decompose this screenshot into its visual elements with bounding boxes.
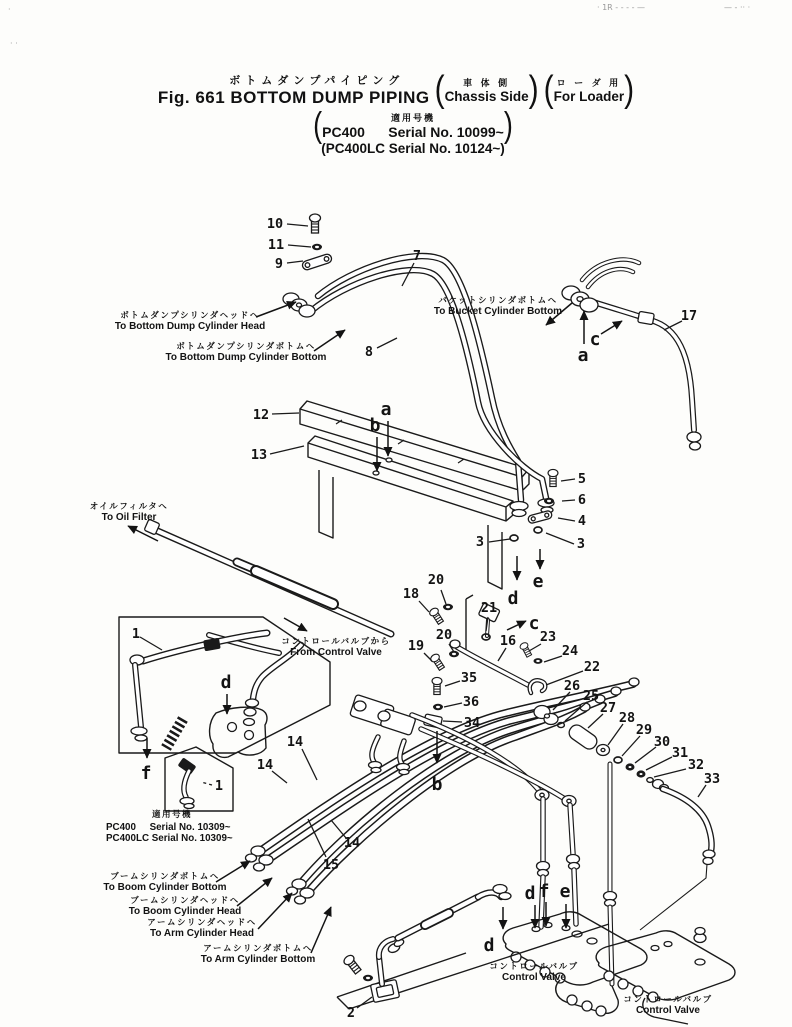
callout-leader-line <box>561 479 575 481</box>
part-number-callout: 31 <box>671 745 689 761</box>
part-number-callout: 33 <box>703 771 721 787</box>
part-number-callout: 3 <box>576 536 586 552</box>
part-number-callout: 19 <box>407 638 425 654</box>
callout-leader-line <box>419 601 429 612</box>
part-number-callout: 15 <box>322 857 340 873</box>
part-number-callout: 16 <box>499 633 517 649</box>
annotation-english: From Control Valve <box>290 647 382 658</box>
part-number-callout: 21 <box>480 600 498 616</box>
scan-artifact-mark: — - ·· · <box>724 3 751 12</box>
callout-leader-line <box>445 681 460 686</box>
bolt-18 <box>428 607 445 626</box>
destination-arrow <box>216 861 250 882</box>
part-number-callout: 20 <box>435 627 453 643</box>
annotation-english: To Boom Cylinder Head <box>128 906 242 917</box>
annotation-japanese: アームシリンダボトムへ <box>203 944 313 954</box>
callout-leader-line <box>287 261 303 263</box>
bolt-19 <box>429 653 446 672</box>
part-number-callout: 26 <box>563 678 581 694</box>
part-number-callout: 13 <box>250 447 268 463</box>
figure-header <box>0 68 792 156</box>
part-number-callout: 23 <box>539 629 557 645</box>
scan-artifact-mark: · · <box>10 39 18 48</box>
part-number-callout: 1 <box>131 626 141 642</box>
destination-arrow <box>237 878 272 906</box>
washer-24 <box>534 658 543 664</box>
callout-leader-line <box>635 747 656 763</box>
callout-leader-line <box>646 757 672 770</box>
bucket-manifold-fitting <box>562 286 598 312</box>
tube-nut <box>203 638 221 652</box>
reference-letter: b <box>369 415 381 436</box>
reference-letter: d <box>524 883 536 904</box>
callout-leader-line <box>529 644 541 651</box>
annotation-english: To Bottom Dump Cylinder Bottom <box>165 352 327 363</box>
o-ring-29 <box>614 757 622 763</box>
part-number-callout: 20 <box>427 572 445 588</box>
part-number-callout: 18 <box>402 586 420 602</box>
paren-open: ( <box>313 105 323 145</box>
destination-arrow <box>258 893 292 929</box>
reference-letter: c <box>589 329 601 350</box>
callout-leader-line <box>377 338 397 348</box>
paren-close: ) <box>624 68 635 110</box>
callout-leader-line <box>140 637 162 650</box>
callout-leader-line <box>302 749 317 780</box>
reference-letter: a <box>577 345 589 366</box>
part-number-callout: 35 <box>460 670 478 686</box>
clamp-9 <box>301 253 332 271</box>
annotation-english: To Arm Cylinder Head <box>150 928 254 939</box>
part-number-callout: 25 <box>582 688 600 704</box>
callout-leader-line <box>444 703 462 707</box>
chassis-side-english: Chassis Side <box>444 89 529 104</box>
destination-arrow <box>256 302 296 317</box>
callout-leader-line <box>544 656 562 662</box>
serial-heading: 適用号機 <box>390 113 435 123</box>
washer-36 <box>433 704 443 710</box>
part-number-callout: 9 <box>274 256 284 272</box>
annotation-japanese: アームシリンダヘッドへ <box>147 918 257 928</box>
part-number-callout: 17 <box>680 308 698 324</box>
o-ring-32 <box>647 778 653 783</box>
serial-line-1: PC400 Serial No. 10099~ <box>322 124 504 140</box>
callout-leader-line <box>272 771 287 783</box>
part-number-callout: 11 <box>267 237 285 253</box>
elbow-end-fittings <box>244 699 259 726</box>
callout-leader-line <box>288 245 311 247</box>
figure-title-row <box>157 68 635 110</box>
part-number-callout: 12 <box>252 407 270 423</box>
chassis-side-group <box>434 68 539 110</box>
destination-arrow <box>311 907 331 953</box>
part-number-callout: 14 <box>343 835 361 851</box>
for-loader-group <box>543 68 635 110</box>
callout-leader-line <box>489 539 510 542</box>
serial-note-line: PC400LC Serial No. 10309~ <box>106 833 233 844</box>
serial-range-row <box>313 105 513 145</box>
figure-title-english: Fig. 661 BOTTOM DUMP PIPING <box>157 88 430 107</box>
mounting-frame-12-13 <box>300 401 529 589</box>
reference-letter: d <box>220 672 232 693</box>
figure-title-japanese: ボトムダンプパイピング <box>229 75 405 87</box>
annotation-japanese: バケットシリンダボトムへ <box>438 296 558 306</box>
callout-leader-line <box>654 769 686 777</box>
reference-arrow <box>507 621 526 630</box>
callout-leader-line <box>558 518 575 521</box>
o-ring-3 <box>510 535 518 541</box>
callout-leader-line <box>622 736 640 756</box>
part-number-callout: 30 <box>653 734 671 750</box>
for-loader-english: For Loader <box>553 89 625 104</box>
annotation-japanese: コントロールバルブ <box>623 995 713 1005</box>
callout-leader-line <box>402 263 414 286</box>
reference-letter: d <box>507 588 519 609</box>
part-number-callout: 1 <box>214 778 224 794</box>
callout-leader-line <box>562 500 575 501</box>
relief-valve-block <box>210 707 267 757</box>
reference-letter: b <box>431 774 443 795</box>
annotation-english: To Bucket Cylinder Bottom <box>433 306 563 317</box>
annotation-japanese: ボトムダンプシリンダヘッドへ <box>120 311 260 321</box>
part-number-callout: 28 <box>618 710 636 726</box>
scan-artifact-mark: · <box>8 5 11 14</box>
for-loader-japanese: ロ ー ダ 用 <box>556 78 622 88</box>
pipe-17-end-fitting <box>687 432 701 450</box>
reference-letter: d <box>483 935 495 956</box>
reference-letter: e <box>559 881 571 902</box>
annotation-japanese: コントロールバルブ <box>489 962 579 972</box>
reference-letter: f <box>140 763 152 784</box>
part-2-assembly <box>337 885 609 1010</box>
valve-feed-pipes <box>412 715 617 984</box>
part-number-callout: 6 <box>577 492 587 508</box>
washer-20 <box>443 604 453 610</box>
destination-arrow <box>314 330 345 351</box>
serial-note-heading: 適用号機 <box>151 810 193 820</box>
annotation-japanese: ブームシリンダヘッドへ <box>130 896 240 906</box>
paren-open: ( <box>434 68 445 110</box>
reference-letter: c <box>528 613 540 634</box>
part-number-callout: 8 <box>364 344 374 360</box>
destination-arrow <box>284 618 307 631</box>
callout-leader-line <box>588 714 603 728</box>
sleeve-27 <box>566 722 599 751</box>
part-number-callout: 36 <box>462 694 480 710</box>
bolt-10 <box>310 214 321 233</box>
scan-artifact-mark: · 1R - - - - — <box>597 3 645 12</box>
part-number-callout: 14 <box>256 757 274 773</box>
annotation-english: To Arm Cylinder Bottom <box>200 954 316 965</box>
oil-filter-line <box>144 519 500 725</box>
part-number-callout: 4 <box>577 513 587 529</box>
paren-close: ) <box>503 105 513 145</box>
part-number-callout: 5 <box>577 471 587 487</box>
part-number-callout: 32 <box>687 757 705 773</box>
reference-letter: a <box>380 399 392 420</box>
bolt-35 <box>432 677 442 694</box>
threaded-nipple <box>166 719 183 748</box>
callout-leader-line <box>608 724 623 745</box>
part-number-callout: 29 <box>635 722 653 738</box>
bolt-near-2 <box>342 953 362 975</box>
part-number-callout: 24 <box>561 643 579 659</box>
part-number-callout: 10 <box>266 216 284 232</box>
o-ring-3 <box>534 527 542 533</box>
chassis-side-japanese: 車 体 側 <box>463 78 511 88</box>
annotation-english: To Boom Cylinder Bottom <box>103 882 227 893</box>
annotation-japanese: ブームシリンダボトムへ <box>110 872 220 882</box>
part-number-callout: 7 <box>412 248 422 264</box>
washer-11 <box>312 244 322 250</box>
annotation-english: Control Valve <box>636 1005 700 1016</box>
annotation-english: Control Valve <box>502 972 566 983</box>
callout-leader-line <box>498 648 506 661</box>
annotation-japanese: コントロールバルブから <box>281 637 391 647</box>
reference-arrow <box>601 321 622 334</box>
paren-open: ( <box>543 68 554 110</box>
part-number-callout: 34 <box>463 715 481 731</box>
callout-leader-line <box>201 782 212 785</box>
callout-leader-line <box>441 590 446 604</box>
washer-near-2 <box>363 975 373 981</box>
reference-letter: e <box>532 571 544 592</box>
callout-leader-line <box>546 533 574 544</box>
paren-close: ) <box>528 68 539 110</box>
part-number-callout: 2 <box>346 1005 356 1021</box>
callout-leader-line <box>443 721 462 722</box>
annotation-japanese: オイルフィルタへ <box>89 502 169 512</box>
annotation-japanese: ボトムダンプシリンダボトムへ <box>176 342 316 352</box>
clamp-on-pipe-17 <box>638 311 655 324</box>
serial-note-line: PC400 Serial No. 10309~ <box>106 822 231 833</box>
serial-line-2: (PC400LC Serial No. 10124~) <box>321 141 505 156</box>
part-number-callout: 14 <box>286 734 304 750</box>
callout-leader-line <box>272 413 299 414</box>
part-number-callout: 27 <box>599 700 617 716</box>
part-number-callout: 3 <box>475 534 485 550</box>
annotation-english: To Oil Filter <box>101 512 157 523</box>
callout-leader-line <box>287 224 308 226</box>
callout-leader-line <box>270 446 304 454</box>
part-number-callout: 22 <box>583 659 601 675</box>
reference-letter: f <box>538 881 550 902</box>
annotation-english: To Bottom Dump Cylinder Head <box>114 321 266 332</box>
